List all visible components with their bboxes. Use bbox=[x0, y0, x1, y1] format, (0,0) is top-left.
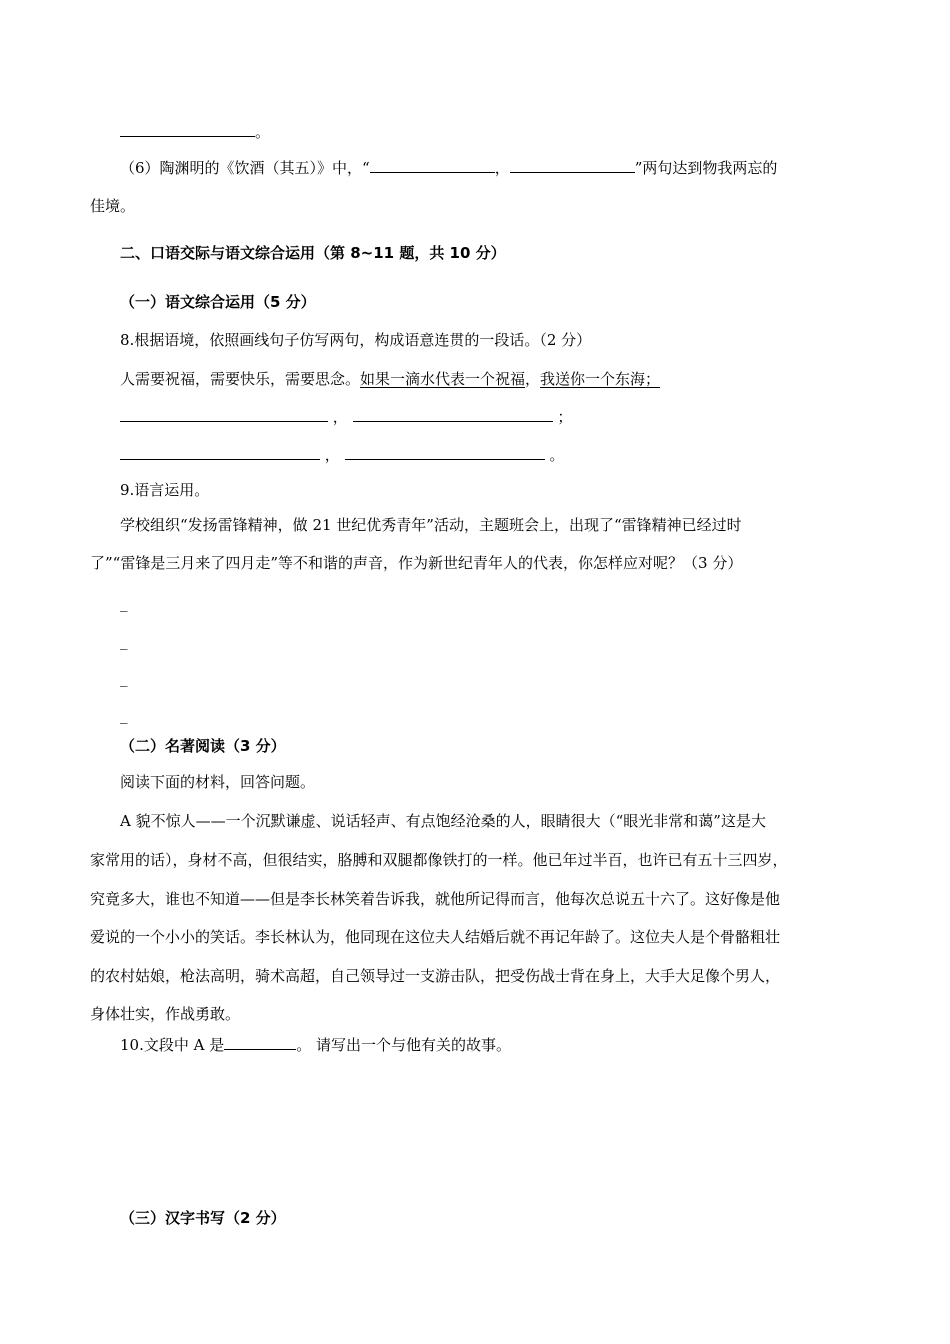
reading-paragraph-line: 爱说的一个小小的笑话。李长林认为，他同现在这位夫人结婚后就不再记年龄了。这位夫人是个骨骼粗壮 bbox=[90, 928, 781, 946]
reading-paragraph-line: 家常用的话），身材不高，但很结实，胳膊和双腿都像铁打的一样。他已年过半百，也许已有五十三四岁， bbox=[90, 851, 788, 869]
q7-6-line2: 佳境。 bbox=[90, 197, 136, 215]
q9-body-line: 了”“雷锋是三月来了四月走”等不和谐的声音，作为新世纪青年人的代表，你怎样应对呢？（3 分） bbox=[90, 554, 743, 572]
q7-tail-line: 。 bbox=[120, 121, 270, 142]
underlined-sentence: 如果一滴水代表一个祝福 bbox=[360, 370, 526, 388]
q7-6-prefix: （6）陶渊明的《饮酒（其五）》中，“ bbox=[120, 159, 370, 177]
answer-blank[interactable] bbox=[510, 157, 635, 173]
q9-prompt: 9.语言运用。 bbox=[120, 481, 210, 499]
q7-6-line: （6）陶渊明的《饮酒（其五）》中，“ ， ”两句达到物我两忘的 bbox=[120, 159, 778, 177]
q8-context: 人需要祝福，需要快乐，需要思念。如果一滴水代表一个祝福，我送你一个东海； bbox=[120, 370, 661, 388]
answer-blank[interactable] bbox=[353, 406, 553, 422]
answer-blank[interactable] bbox=[224, 1034, 296, 1050]
answer-line[interactable]: _ bbox=[120, 669, 128, 687]
answer-blank[interactable] bbox=[370, 157, 495, 173]
q10-line: 10.文段中 A 是 。 请写出一个与他有关的故事。 bbox=[120, 1036, 512, 1054]
q8-answer-row: ， 。 bbox=[120, 444, 564, 465]
reading-paragraph-line: A 貌不惊人——一个沉默谦虚、说话轻声、有点饱经沧桑的人，眼睛很大（“眼光非常和蔼”这是大 bbox=[120, 812, 766, 830]
answer-blank[interactable] bbox=[120, 444, 320, 460]
q9-body-line: 学校组织“发扬雷锋精神，做 21 世纪优秀青年”活动，主题班会上，出现了“雷锋精神已经过时 bbox=[120, 516, 742, 534]
section-heading: 二、口语交际与语文综合运用（第 8~11 题，共 10 分） bbox=[120, 244, 506, 262]
reading-paragraph-line: 身体壮实，作战勇敢。 bbox=[90, 1005, 241, 1023]
reading-paragraph-line: 的农村姑娘，枪法高明，骑术高超，自己领导过一支游击队，把受伤战士背在身上，大手大足像个男人， bbox=[90, 967, 781, 985]
answer-blank[interactable] bbox=[120, 121, 255, 137]
q8-prompt: 8.根据语境，依照画线句子仿写两句，构成语意连贯的一段话。（2 分） bbox=[120, 331, 592, 349]
answer-line[interactable]: _ bbox=[120, 594, 128, 612]
reading-paragraph-line: 究竟多大，谁也不知道——但是李长林笑着告诉我，就他所记得而言，他每次总说五十六了。这好像是他 bbox=[90, 890, 781, 908]
answer-line[interactable]: _ bbox=[120, 632, 128, 650]
subsection-heading: （二）名著阅读（3 分） bbox=[120, 737, 286, 755]
answer-blank[interactable] bbox=[345, 444, 545, 460]
underlined-sentence: 我送你一个东海； bbox=[540, 370, 661, 388]
subsection-heading: （一）语文综合运用（5 分） bbox=[120, 293, 316, 311]
q8-answer-row: ， ； bbox=[120, 406, 572, 427]
answer-line[interactable]: _ bbox=[120, 706, 128, 724]
subsection-heading: （三）汉字书写（2 分） bbox=[120, 1209, 286, 1227]
answer-blank[interactable] bbox=[120, 406, 328, 422]
reading-instruction: 阅读下面的材料，回答问题。 bbox=[120, 773, 316, 791]
